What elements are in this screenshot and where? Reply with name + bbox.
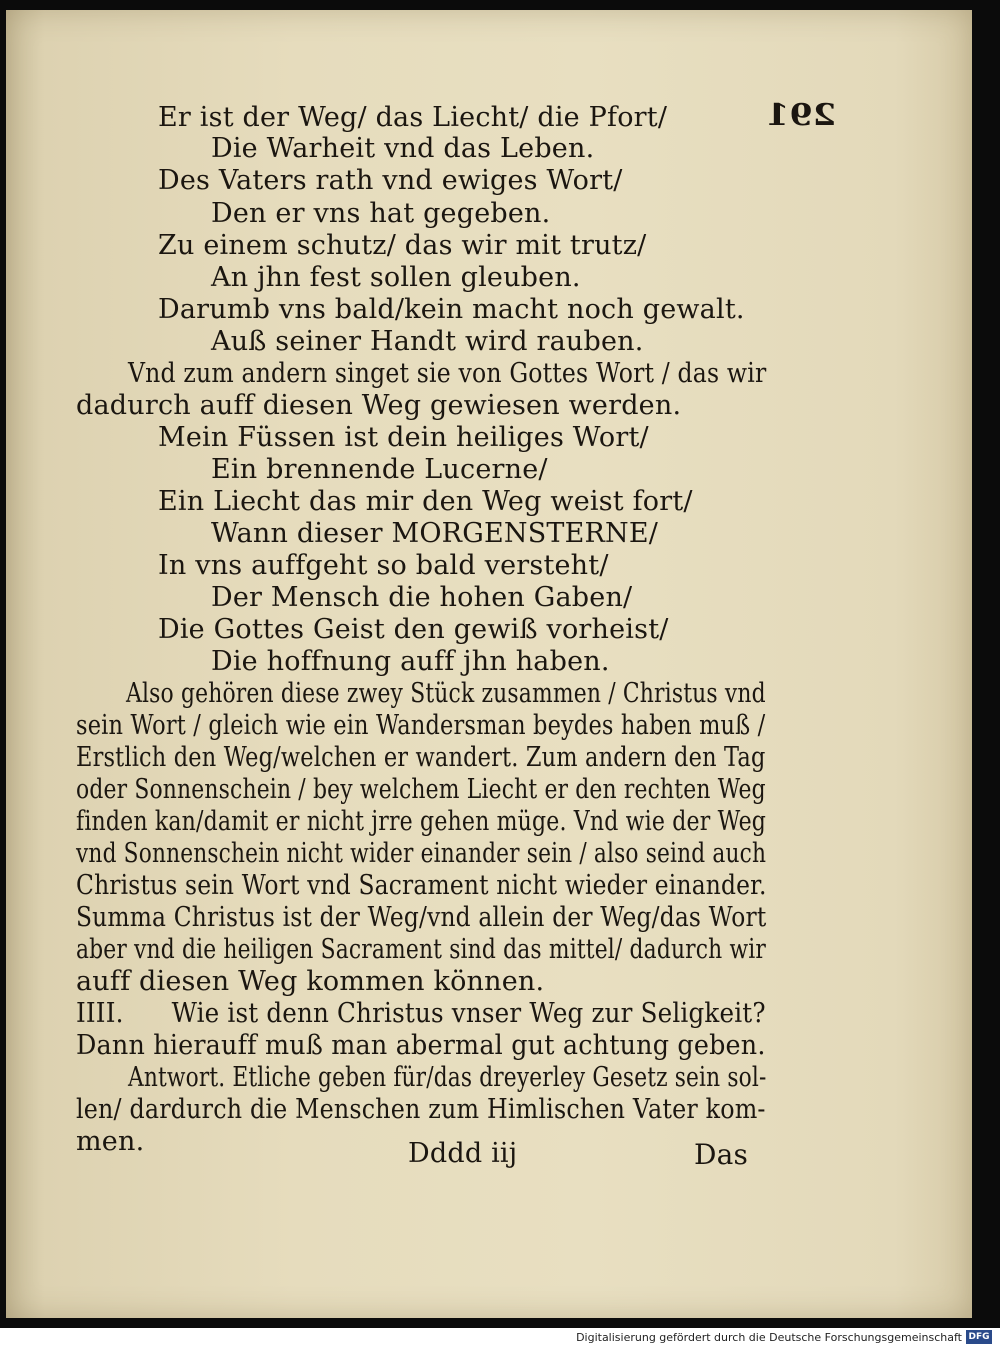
text-line: len/ dardurch die Menschen zum Himlischen Vater kom- <box>76 1094 766 1125</box>
text-line: Er ist der Weg/ das Liecht/ die Pfort/ <box>158 102 668 133</box>
dfg-logo-icon: DFG <box>966 1330 992 1344</box>
page-number: 291 <box>765 98 836 133</box>
text-line: vnd Sonnenschein nicht wider einander sein / also seind auch <box>76 838 767 869</box>
text-line: dadurch auff diesen Weg gewiesen werden. <box>76 390 682 421</box>
text-line: Christus sein Wort vnd Sacrament nicht wieder einander. <box>76 870 767 901</box>
book-page <box>6 10 972 1318</box>
signature-mark: Dddd iij <box>408 1138 518 1169</box>
text-line: Die Gottes Geist den gewiß vorheist/ <box>158 614 669 645</box>
text-line: Erstlich den Weg/welchen er wandert. Zum andern den Tag <box>76 742 766 773</box>
text-line: Die hoffnung auff jhn haben. <box>211 646 610 677</box>
text-line: Darumb vns bald/kein macht noch gewalt. <box>158 294 745 325</box>
text-line: Summa Christus ist der Weg/vnd allein der Weg/das Wort <box>76 902 767 933</box>
text-line: Vnd zum andern singet sie von Gottes Wort / das wir <box>128 358 767 389</box>
text-line: An jhn fest sollen gleuben. <box>211 262 581 293</box>
text-line: Ein Liecht das mir den Weg weist fort/ <box>158 486 693 517</box>
text-line: aber vnd die heiligen Sacrament sind das mittel/ dadurch wir <box>76 934 767 965</box>
footer-credit: Digitalisierung gefördert durch die Deutsche Forschungsgemeinschaft <box>576 1331 962 1344</box>
catchword: Das <box>694 1138 749 1171</box>
text-line: oder Sonnenschein / bey welchem Liecht er den rechten Weg <box>76 774 766 805</box>
text-line: Also gehören diese zwey Stück zusammen / Christus vnd <box>126 678 766 709</box>
text-line: auff diesen Weg kommen können. <box>76 966 545 997</box>
text-line: Mein Füssen ist dein heiliges Wort/ <box>158 422 649 453</box>
text-line: men. <box>76 1126 145 1157</box>
text-line: finden kan/damit er nicht jrre gehen müge. Vnd wie der Weg <box>76 806 767 837</box>
text-line: Die Warheit vnd das Leben. <box>211 133 595 164</box>
text-line: Zu einem schutz/ das wir mit trutz/ <box>158 230 647 261</box>
footer-bar <box>0 1328 1000 1348</box>
text-line: Der Mensch die hohen Gaben/ <box>211 582 633 613</box>
text-line: Dann hierauff muß man abermal gut achtung geben. <box>76 1030 766 1061</box>
text-line: IIII. Wie ist denn Christus vnser Weg zur Seligkeit? <box>76 998 766 1029</box>
text-line: Den er vns hat gegeben. <box>211 198 551 229</box>
text-line: sein Wort / gleich wie ein Wandersman beydes haben muß / <box>76 710 766 741</box>
text-line: Antwort. Etliche geben für/das dreyerley Gesetz sein sol- <box>128 1062 767 1093</box>
text-line: Des Vaters rath vnd ewiges Wort/ <box>158 165 623 196</box>
text-line: Ein brennende Lucerne/ <box>211 454 548 485</box>
text-line: Wann dieser MORGENSTERNE/ <box>211 518 659 549</box>
text-line: Auß seiner Handt wird rauben. <box>211 326 644 357</box>
text-line: In vns auffgeht so bald versteht/ <box>158 550 609 581</box>
